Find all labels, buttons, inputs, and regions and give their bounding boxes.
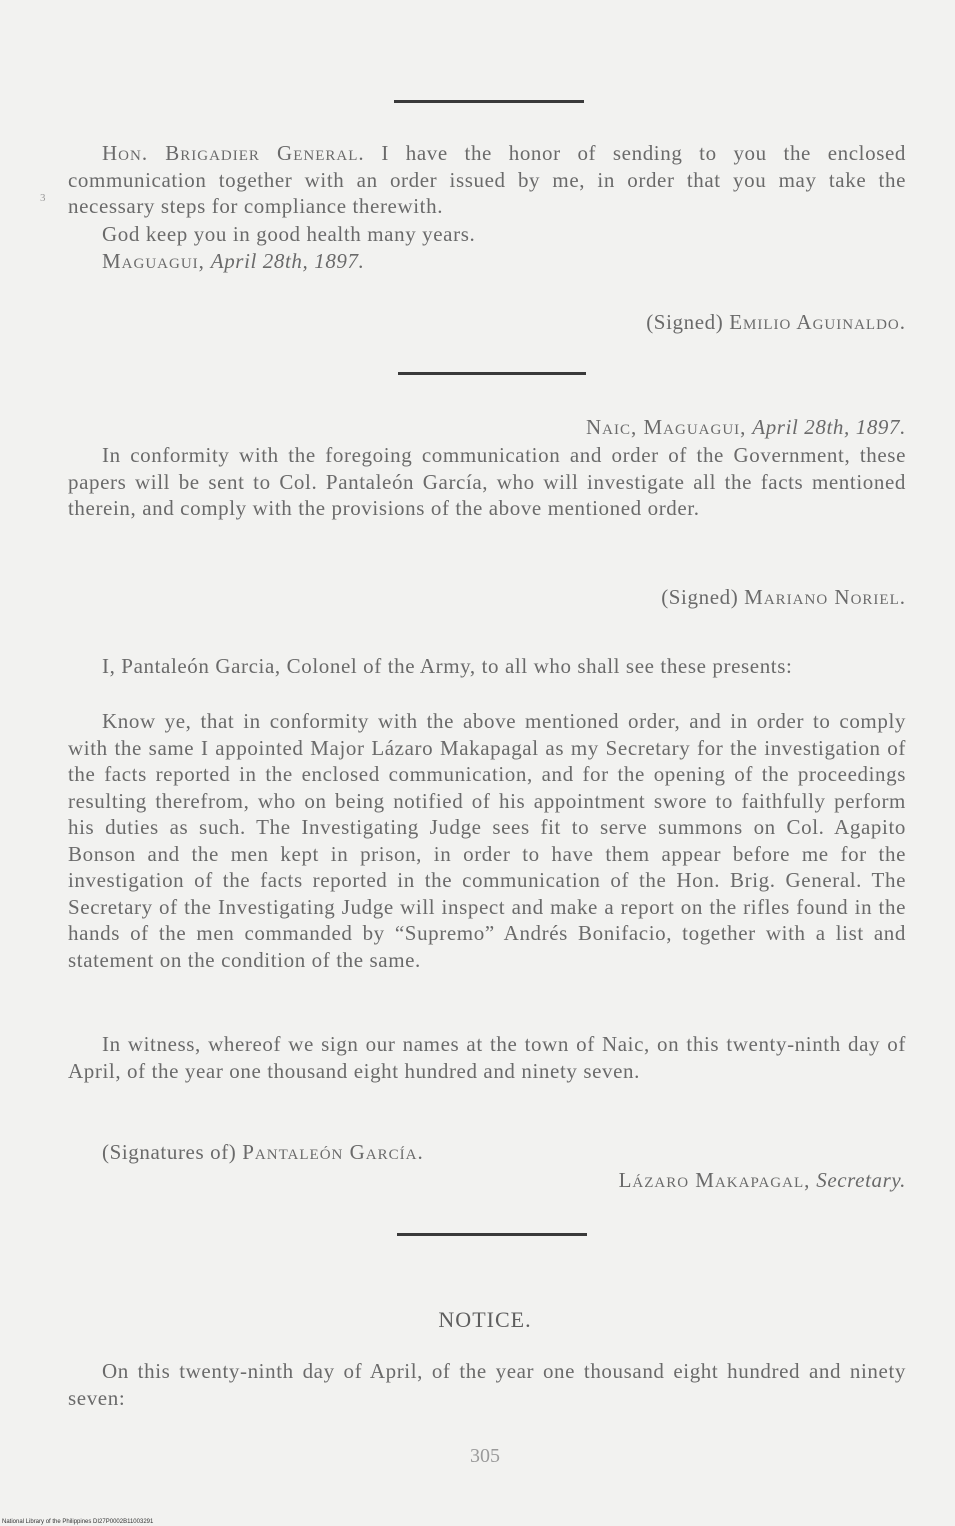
signature-noriel: [661, 585, 906, 610]
letter-aguinaldo-body: [68, 140, 906, 220]
signer-makapagal: Lázaro Makapagal,: [618, 1168, 811, 1192]
letter-body-text: I have the honor of sending to you the enclosed communication together with an order issued by me, in order that you may take the necessary steps for compliance therewith.: [68, 141, 906, 218]
signature-makapagal: [619, 1168, 906, 1193]
page-number: 305: [470, 1445, 500, 1467]
signed-prefix: (Signed): [661, 585, 739, 609]
signer-name: Emilio Aguinaldo.: [729, 310, 906, 334]
proceeding-witness: In witness, whereof we sign our names at the town of Naic, on this twenty-ninth day of April, of the year one thousand eight hundred and ninety seven.: [68, 1032, 906, 1083]
place: Maguagui,: [102, 249, 205, 273]
margin-mark: 3: [40, 192, 46, 204]
proceeding-body: Know ye, that in conformity with the above mentioned order, and in order to comply with the same I appointed Major Lázaro Makapagal as my Secretary for the investigation of the facts reported in the enclosed communication, and for the opening of the proceedings resulting therefrom, who on being notified of his appointment swore to faithfully perform his duties as such. The Investigating Judge sees fit to serve summons on Col. Agapito Bonson and the men kept in prison, in order to have them appear before me for the investigation of the facts reported in the communication of the Hon. Brig. General. The Secretary of the Investigating Judge will inspect and make a report on the rifles found in the hands of the men commanded by “Supremo” Andrés Bonifacio, together with a list and statement on the condition of the same.: [68, 709, 906, 972]
salutation: Hon. Brigadier General.: [102, 141, 365, 165]
notice-body: On this twenty-ninth day of April, of the year one thousand eight hundred and ninety seven:: [68, 1359, 906, 1410]
letter-noriel-place-date: [586, 415, 906, 440]
signer-title: Secretary.: [816, 1168, 906, 1192]
section-divider: [397, 1233, 587, 1236]
letter-closing: God keep you in good health many years.: [102, 222, 476, 246]
signer-garcia: Pantaleón García.: [242, 1140, 424, 1164]
signatures-line: [102, 1140, 424, 1165]
date: April 28th, 1897.: [210, 249, 365, 273]
signature-aguinaldo: [646, 310, 906, 335]
signed-prefix: (Signed): [646, 310, 724, 334]
signatures-prefix: (Signatures of): [102, 1140, 237, 1164]
section-divider: [394, 100, 584, 103]
signer-name: Mariano Noriel.: [744, 585, 906, 609]
date: April 28th, 1897.: [752, 415, 906, 439]
place: Naic, Maguagui,: [586, 415, 747, 439]
letter-noriel-body: In conformity with the foregoing communication and order of the Government, these papers will be sent to Col. Pantaleón García, who will investigate all the facts mentioned therein, and comply with the provisions of the above mentioned order.: [68, 443, 906, 520]
proceeding-opening: I, Pantaleón Garcia, Colonel of the Army, to all who shall see these presents:: [102, 654, 793, 678]
section-divider: [398, 372, 586, 375]
archive-footer: National Library of the Philippines DI27P0002B11003291: [2, 1519, 154, 1525]
letter-place-date: [102, 249, 365, 274]
notice-title: NOTICE.: [438, 1307, 532, 1332]
